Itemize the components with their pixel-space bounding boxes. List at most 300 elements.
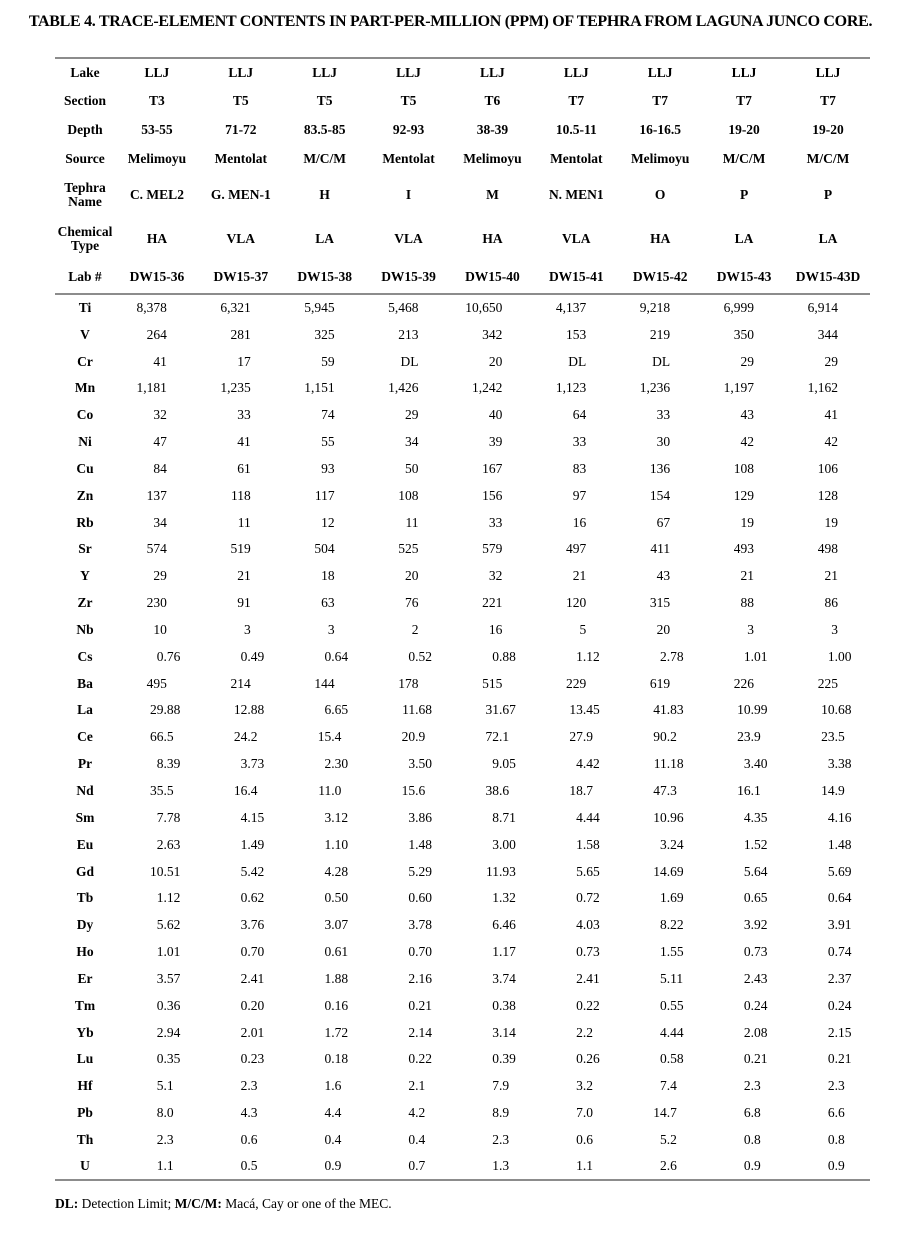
- element-value: 0. 73: [576, 944, 600, 960]
- element-value: 1. 1: [156, 1158, 174, 1174]
- element-symbol: Sm: [75, 809, 95, 825]
- element-value: 1. 52: [743, 836, 768, 852]
- element-value: 344: [817, 326, 838, 342]
- element-value: 33: [572, 434, 587, 450]
- element-value: 0. 61: [324, 944, 349, 960]
- element-value: 4. 03: [576, 917, 600, 933]
- header-value: VLA: [394, 230, 423, 246]
- element-value: 515: [482, 675, 503, 691]
- header-value: LLJ: [144, 64, 170, 80]
- element-value: 5,468: [388, 300, 419, 316]
- element-symbol: Ba: [77, 675, 93, 691]
- element-row-ti: [55, 294, 870, 321]
- element-value: 20. 9: [401, 729, 426, 745]
- element-value: 0. 4: [324, 1131, 342, 1147]
- header-value: LLJ: [396, 64, 421, 80]
- element-value: 3. 57: [156, 970, 181, 986]
- element-symbol: Tb: [76, 890, 94, 906]
- element-value: 5. 11: [660, 970, 684, 986]
- element-value: 8. 9: [492, 1105, 510, 1121]
- element-value: 6,321: [220, 300, 251, 316]
- element-value: 16. 4: [233, 783, 258, 798]
- element-value: 19: [740, 514, 754, 530]
- element-row-y: [55, 563, 870, 590]
- element-value: 20: [488, 353, 503, 369]
- element-value: 3. 91: [827, 917, 852, 933]
- header-value: T6: [484, 93, 501, 109]
- element-value: 8. 39: [156, 756, 181, 772]
- element-row-lu: [55, 1046, 870, 1073]
- element-value: 20: [405, 568, 419, 584]
- element-value: 0. 36: [156, 997, 181, 1013]
- element-row-hf: [55, 1073, 870, 1100]
- header-value: LA: [734, 230, 754, 246]
- element-value: 10. 96: [653, 809, 684, 825]
- element-value: 0. 35: [156, 1051, 181, 1067]
- element-value: 14. 69: [653, 863, 684, 879]
- element-value: 574: [146, 541, 167, 557]
- element-value: 11. 18: [653, 756, 684, 772]
- header-label: Depth: [67, 122, 103, 138]
- element-value: 39: [488, 434, 503, 450]
- header-label: Section: [64, 93, 106, 109]
- element-value: 3: [747, 621, 754, 637]
- element-value: 15. 4: [317, 729, 342, 745]
- element-value: 1,235: [220, 380, 251, 396]
- element-value: 29: [405, 407, 419, 423]
- element-value: 1. 32: [492, 890, 516, 906]
- element-value: 50: [405, 460, 419, 476]
- element-row-gd: [55, 858, 870, 885]
- element-value: 11. 93: [486, 863, 516, 879]
- element-value: 6. 65: [324, 702, 349, 718]
- element-value: 11. 68: [402, 702, 432, 718]
- element-value: 0. 64: [324, 648, 349, 664]
- element-value: 6. 8: [743, 1105, 761, 1121]
- element-value: 5: [579, 621, 587, 637]
- element-value: 5. 42: [240, 863, 265, 879]
- header-value: C. MEL2: [129, 186, 184, 202]
- element-value: 9. 05: [492, 756, 516, 772]
- element-symbol: Zn: [76, 487, 94, 503]
- trace-element-table-container: [55, 57, 870, 1181]
- element-value: 34: [153, 514, 167, 530]
- element-row-cr: [55, 348, 870, 375]
- element-value: 0. 62: [240, 890, 265, 906]
- element-value: 1. 12: [156, 890, 181, 906]
- element-value: 3. 73: [240, 756, 265, 772]
- element-value: 2. 43: [743, 970, 768, 986]
- element-value: 2. 15: [827, 1024, 852, 1040]
- element-value: 0. 52: [408, 648, 432, 664]
- header-value: 92-93: [392, 122, 425, 138]
- header-row-section: [55, 87, 870, 116]
- element-value: 4. 28: [324, 863, 349, 879]
- header-value: LLJ: [815, 64, 841, 80]
- element-value: 1. 49: [240, 836, 265, 852]
- element-row-sm: [55, 804, 870, 831]
- element-value: 214: [230, 675, 251, 691]
- element-value: DL: [568, 353, 587, 369]
- header-row-chemical-type: [55, 216, 870, 262]
- header-value: DW15-36: [115, 262, 199, 294]
- element-value: 411: [650, 541, 671, 557]
- header-value: M/C/M: [806, 151, 850, 167]
- element-value: 8. 22: [660, 917, 684, 933]
- header-row-depth: [55, 116, 870, 145]
- element-value: 93: [321, 460, 335, 476]
- element-value: 33: [237, 407, 251, 423]
- element-value: 15. 6: [401, 783, 426, 798]
- header-value: 38-39: [476, 122, 509, 138]
- element-value: 0. 9: [324, 1158, 342, 1174]
- element-value: 32: [153, 407, 167, 423]
- element-row-cs: [55, 643, 870, 670]
- element-value: 7. 78: [156, 809, 181, 825]
- header-value: O: [654, 186, 666, 202]
- header-value: T5: [400, 93, 417, 109]
- element-value: 4. 16: [827, 809, 852, 825]
- element-symbol: Gd: [75, 863, 94, 879]
- element-value: 38. 6: [485, 783, 510, 798]
- element-value: 3. 14: [492, 1024, 516, 1040]
- element-value: 10: [153, 621, 167, 637]
- header-value: T7: [736, 93, 752, 109]
- element-value: 3. 2: [576, 1078, 593, 1094]
- header-value: LA: [818, 230, 838, 246]
- element-value: 1,123: [555, 380, 587, 396]
- element-value: 18: [321, 568, 335, 584]
- element-symbol: Er: [77, 970, 93, 986]
- element-value: 504: [314, 541, 335, 557]
- header-value: T7: [652, 93, 669, 109]
- element-value: 16: [572, 514, 587, 530]
- element-symbol: Th: [76, 1131, 94, 1147]
- element-value: 1. 6: [324, 1078, 342, 1094]
- element-value: 2. 63: [156, 836, 181, 852]
- element-value: 11: [405, 514, 419, 530]
- element-value: 32: [488, 568, 503, 584]
- element-value: 4. 3: [240, 1105, 258, 1121]
- header-value: 19-20: [812, 122, 844, 138]
- element-row-zn: [55, 482, 870, 509]
- element-value: 3. 24: [660, 836, 684, 852]
- element-value: 42: [740, 434, 754, 450]
- header-value: P: [823, 186, 833, 202]
- element-value: 2. 3: [827, 1078, 845, 1094]
- header-value: DW15-41: [534, 262, 618, 294]
- element-value: 1. 55: [660, 944, 684, 960]
- element-value: 76: [405, 595, 419, 611]
- element-value: 619: [649, 675, 671, 691]
- element-value: 167: [482, 460, 503, 476]
- element-value: 0. 65: [743, 890, 768, 906]
- element-value: 10,650: [465, 300, 503, 316]
- element-row-ba: [55, 670, 870, 697]
- footnote-mcm-definition: Macá, Cay or one of the MEC.: [221, 1196, 392, 1212]
- element-value: 1. 00: [827, 648, 852, 664]
- element-value: 0. 88: [492, 648, 516, 664]
- element-value: 525: [398, 541, 419, 557]
- element-value: 91: [237, 595, 251, 611]
- element-value: 3. 86: [408, 809, 432, 825]
- header-value: Melimoyu: [630, 151, 690, 167]
- element-value: 2. 01: [240, 1024, 265, 1040]
- element-value: 0. 22: [408, 1051, 432, 1067]
- element-value: 6,914: [807, 300, 838, 316]
- element-value: 3: [244, 621, 251, 637]
- header-value: Melimoyu: [127, 151, 187, 167]
- element-value: 29. 88: [150, 702, 181, 718]
- element-value: 0. 5: [240, 1158, 258, 1174]
- element-value: 2. 3: [492, 1131, 510, 1147]
- header-value: LLJ: [647, 64, 673, 80]
- header-value: DW15-42: [618, 262, 702, 294]
- header-value: T7: [568, 93, 585, 109]
- element-value: 118: [231, 487, 251, 503]
- header-label: Source: [65, 151, 105, 167]
- element-value: 178: [398, 675, 419, 691]
- header-value: DW15-39: [367, 262, 451, 294]
- element-value: 61: [237, 460, 251, 476]
- table-body: [55, 294, 870, 1180]
- element-value: 3. 78: [408, 917, 432, 933]
- element-symbol: Mn: [74, 380, 96, 396]
- element-value: 11: [237, 514, 251, 530]
- footnote-dl-term: DL:: [55, 1196, 79, 1212]
- element-value: 12. 88: [233, 702, 265, 718]
- element-value: 0. 58: [660, 1051, 684, 1067]
- element-row-er: [55, 965, 870, 992]
- element-value: 47: [153, 434, 167, 450]
- element-value: 0. 8: [743, 1131, 761, 1147]
- element-value: 90. 2: [653, 729, 677, 745]
- element-value: 264: [146, 326, 167, 342]
- header-value: DW15-43: [702, 262, 786, 294]
- element-value: 9,218: [639, 300, 671, 316]
- element-value: 7. 9: [492, 1078, 510, 1094]
- table-title: TABLE 4. TRACE-ELEMENT CONTENTS IN PART-PER-MILLION (PPM) OF TEPHRA FROM LAGUNA JUNCO CORE.: [28, 13, 873, 30]
- element-symbol: Pr: [77, 756, 93, 772]
- element-symbol: U: [80, 1158, 90, 1174]
- header-value: DW15-43D: [786, 262, 870, 294]
- element-value: 59: [321, 353, 335, 369]
- element-value: 2. 3: [743, 1078, 761, 1094]
- element-value: 0. 70: [408, 944, 432, 960]
- header-value: N. MEN1: [548, 186, 604, 202]
- element-value: 5. 64: [743, 863, 768, 879]
- element-symbol: Nb: [76, 621, 94, 637]
- element-value: 41: [237, 434, 251, 450]
- element-symbol: Yb: [76, 1024, 94, 1040]
- element-row-pb: [55, 1100, 870, 1127]
- element-value: 63: [321, 595, 335, 611]
- element-value: 27. 9: [569, 729, 593, 745]
- element-value: 0. 24: [827, 997, 852, 1013]
- element-value: 1. 72: [324, 1024, 349, 1040]
- element-value: 1,242: [472, 380, 503, 396]
- element-value: 325: [314, 326, 335, 342]
- element-value: 0. 20: [240, 997, 265, 1013]
- element-value: 19: [824, 514, 838, 530]
- header-value: 16-16.5: [639, 122, 681, 138]
- element-value: 7. 0: [576, 1105, 593, 1121]
- header-label: Lab #: [55, 262, 115, 294]
- element-value: 4. 15: [240, 809, 265, 825]
- element-value: 1. 58: [576, 836, 600, 852]
- element-value: 154: [649, 487, 671, 503]
- element-symbol: Co: [76, 407, 94, 423]
- element-value: 1,162: [807, 380, 838, 396]
- element-value: 10. 51: [150, 863, 181, 879]
- element-value: 18. 7: [569, 783, 593, 798]
- element-value: 144: [314, 675, 335, 691]
- element-value: 2. 1: [408, 1078, 426, 1094]
- element-value: 226: [733, 675, 754, 691]
- header-value: M/C/M: [722, 151, 766, 167]
- element-value: 43: [656, 568, 671, 584]
- element-symbol: Nd: [76, 783, 94, 798]
- element-value: 1. 12: [576, 648, 600, 664]
- element-symbol: Lu: [76, 1051, 94, 1067]
- element-value: 5,945: [304, 300, 335, 316]
- element-value: 2. 78: [660, 648, 684, 664]
- element-value: 4. 44: [660, 1024, 684, 1040]
- element-value: 43: [740, 407, 754, 423]
- element-value: 3. 92: [743, 917, 768, 933]
- element-value: 0. 4: [408, 1131, 426, 1147]
- element-value: 7. 4: [660, 1078, 677, 1094]
- element-value: 4. 2: [408, 1105, 426, 1121]
- element-value: 55: [321, 434, 335, 450]
- element-value: 30: [656, 434, 671, 450]
- element-value: 213: [398, 326, 419, 342]
- element-value: 23. 9: [737, 729, 761, 745]
- element-symbol: V: [80, 326, 90, 342]
- element-row-co: [55, 402, 870, 429]
- element-value: 0. 9: [743, 1158, 761, 1174]
- element-row-pr: [55, 751, 870, 778]
- element-value: 281: [230, 326, 251, 342]
- element-value: 2. 37: [827, 970, 852, 986]
- element-value: 1,426: [388, 380, 419, 396]
- header-value: 10.5-11: [555, 122, 597, 138]
- element-value: 0. 23: [240, 1051, 265, 1067]
- element-value: 5. 1: [156, 1078, 174, 1094]
- element-symbol: Cu: [76, 460, 94, 476]
- element-value: 3. 50: [408, 756, 432, 772]
- element-symbol: Eu: [76, 836, 94, 852]
- element-value: 108: [398, 487, 419, 503]
- header-value: 19-20: [728, 122, 760, 138]
- element-value: 2. 3: [156, 1131, 174, 1147]
- element-value: 1. 01: [156, 944, 181, 960]
- element-value: 221: [482, 595, 503, 611]
- element-value: DL: [652, 353, 671, 369]
- element-value: 83: [572, 460, 587, 476]
- element-value: 20: [656, 621, 671, 637]
- element-symbol: Rb: [76, 514, 94, 530]
- element-value: 108: [733, 460, 754, 476]
- element-value: 136: [649, 460, 671, 476]
- element-value: 41: [153, 353, 167, 369]
- element-value: 350: [733, 326, 754, 342]
- element-value: 34: [405, 434, 419, 450]
- element-value: 3: [831, 621, 838, 637]
- element-value: 21: [740, 568, 754, 584]
- header-row-source: [55, 145, 870, 174]
- element-value: 498: [817, 541, 838, 557]
- element-row-tm: [55, 992, 870, 1019]
- element-value: 1. 48: [408, 836, 432, 852]
- footnote-dl-definition: Detection Limit;: [78, 1196, 175, 1212]
- element-value: 0. 22: [576, 997, 600, 1013]
- element-value: 0. 73: [743, 944, 768, 960]
- element-value: 229: [566, 675, 587, 691]
- element-row-zr: [55, 590, 870, 617]
- element-value: 1. 48: [827, 836, 852, 852]
- element-row-yb: [55, 1019, 870, 1046]
- element-value: 11. 0: [318, 783, 342, 798]
- header-value: DW15-40: [451, 262, 535, 294]
- element-row-nb: [55, 617, 870, 644]
- element-value: 0. 64: [827, 890, 852, 906]
- element-value: 86: [824, 595, 838, 611]
- element-value: 3: [327, 621, 335, 637]
- element-value: 495: [146, 675, 167, 691]
- element-value: 0. 26: [576, 1051, 600, 1067]
- header-value: DW15-37: [199, 262, 283, 294]
- element-value: 4. 44: [576, 809, 600, 825]
- element-value: 1,197: [723, 380, 754, 396]
- element-value: 5. 69: [827, 863, 852, 879]
- element-value: 4. 35: [743, 809, 768, 825]
- element-value: 3. 00: [492, 836, 516, 852]
- element-symbol: Sr: [78, 541, 92, 557]
- element-symbol: Ho: [76, 944, 94, 960]
- element-value: 0. 74: [827, 944, 852, 960]
- element-row-ce: [55, 724, 870, 751]
- header-value: M/C/M: [303, 151, 347, 167]
- element-value: 0. 18: [324, 1051, 349, 1067]
- element-value: 74: [321, 407, 335, 423]
- element-value: 117: [314, 487, 335, 503]
- element-value: 6. 46: [492, 917, 516, 933]
- header-value: P: [739, 186, 749, 202]
- element-symbol: Ni: [78, 434, 92, 450]
- element-value: 2. 41: [240, 970, 265, 986]
- trace-element-table: [55, 57, 870, 1181]
- header-value: LLJ: [563, 64, 589, 80]
- header-value: 83.5-85: [303, 122, 346, 138]
- header-value: M: [486, 186, 499, 202]
- element-value: 3. 38: [827, 756, 852, 772]
- element-symbol: Hf: [77, 1078, 93, 1094]
- element-value: 137: [146, 487, 167, 503]
- element-value: 156: [482, 487, 503, 503]
- element-value: 2. 14: [408, 1024, 432, 1040]
- element-value: 5. 65: [576, 863, 600, 879]
- header-value: Mentolat: [550, 151, 603, 167]
- element-value: 5. 62: [156, 917, 181, 933]
- header-value: HA: [482, 230, 503, 246]
- header-value: G. MEN-1: [210, 186, 271, 202]
- header-value: H: [319, 186, 330, 202]
- element-value: 6. 6: [827, 1105, 845, 1121]
- element-value: 14. 9: [821, 783, 845, 798]
- header-value: LLJ: [228, 64, 254, 80]
- element-value: 0. 60: [408, 890, 432, 906]
